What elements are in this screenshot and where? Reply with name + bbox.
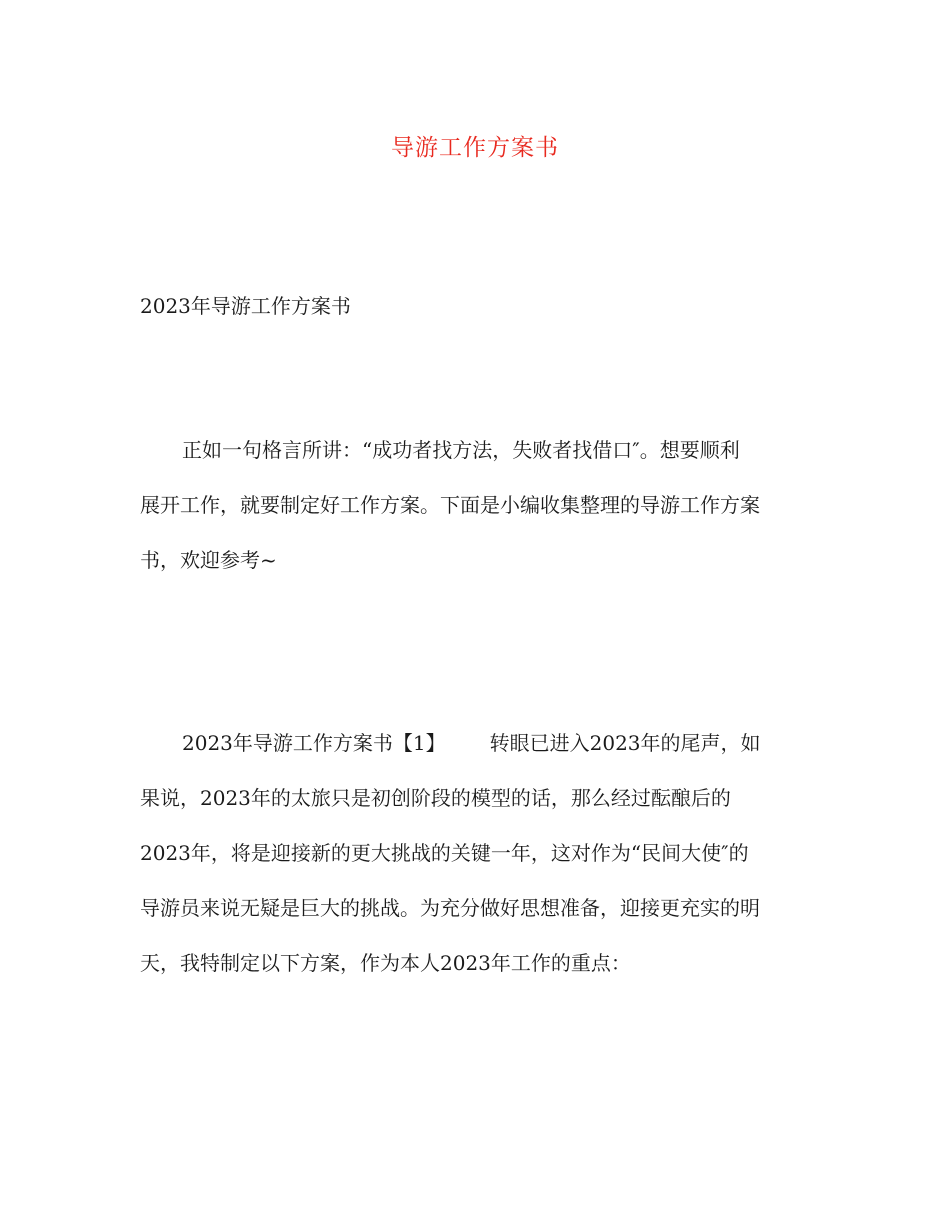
document-title: 导游工作方案书	[391, 135, 559, 161]
paragraph-line: 展开工作，就要制定好工作方案。下面是小编收集整理的导游工作方案	[140, 493, 760, 517]
paragraph-line: 正如一句格言所讲：“成功者找方法，失败者找借口″。想要顺利	[182, 438, 740, 462]
section-heading: 2023年导游工作方案书【1】	[182, 731, 446, 755]
paragraph-text: 转眼已进入2023年的尾声，如	[489, 731, 761, 755]
paragraph-line: 2023年，将是迎接新的更大挑战的关键一年，这对作为“民间大使″的	[140, 841, 749, 865]
document-subtitle: 2023年导游工作方案书	[140, 294, 351, 318]
paragraph-line: 导游员来说无疑是巨大的挑战。为充分做好思想准备，迎接更充实的明	[140, 896, 760, 920]
paragraph-line: 书，欢迎参考~	[140, 548, 277, 572]
intro-paragraph	[140, 432, 830, 597]
section-1-paragraph	[140, 725, 830, 1000]
paragraph-line: 天，我特制定以下方案，作为本人2023年工作的重点：	[140, 951, 631, 975]
paragraph-first-line	[140, 725, 830, 780]
paragraph-line: 果说，2023年的太旅只是初创阶段的模型的话，那么经过酝酿后的	[140, 786, 731, 810]
